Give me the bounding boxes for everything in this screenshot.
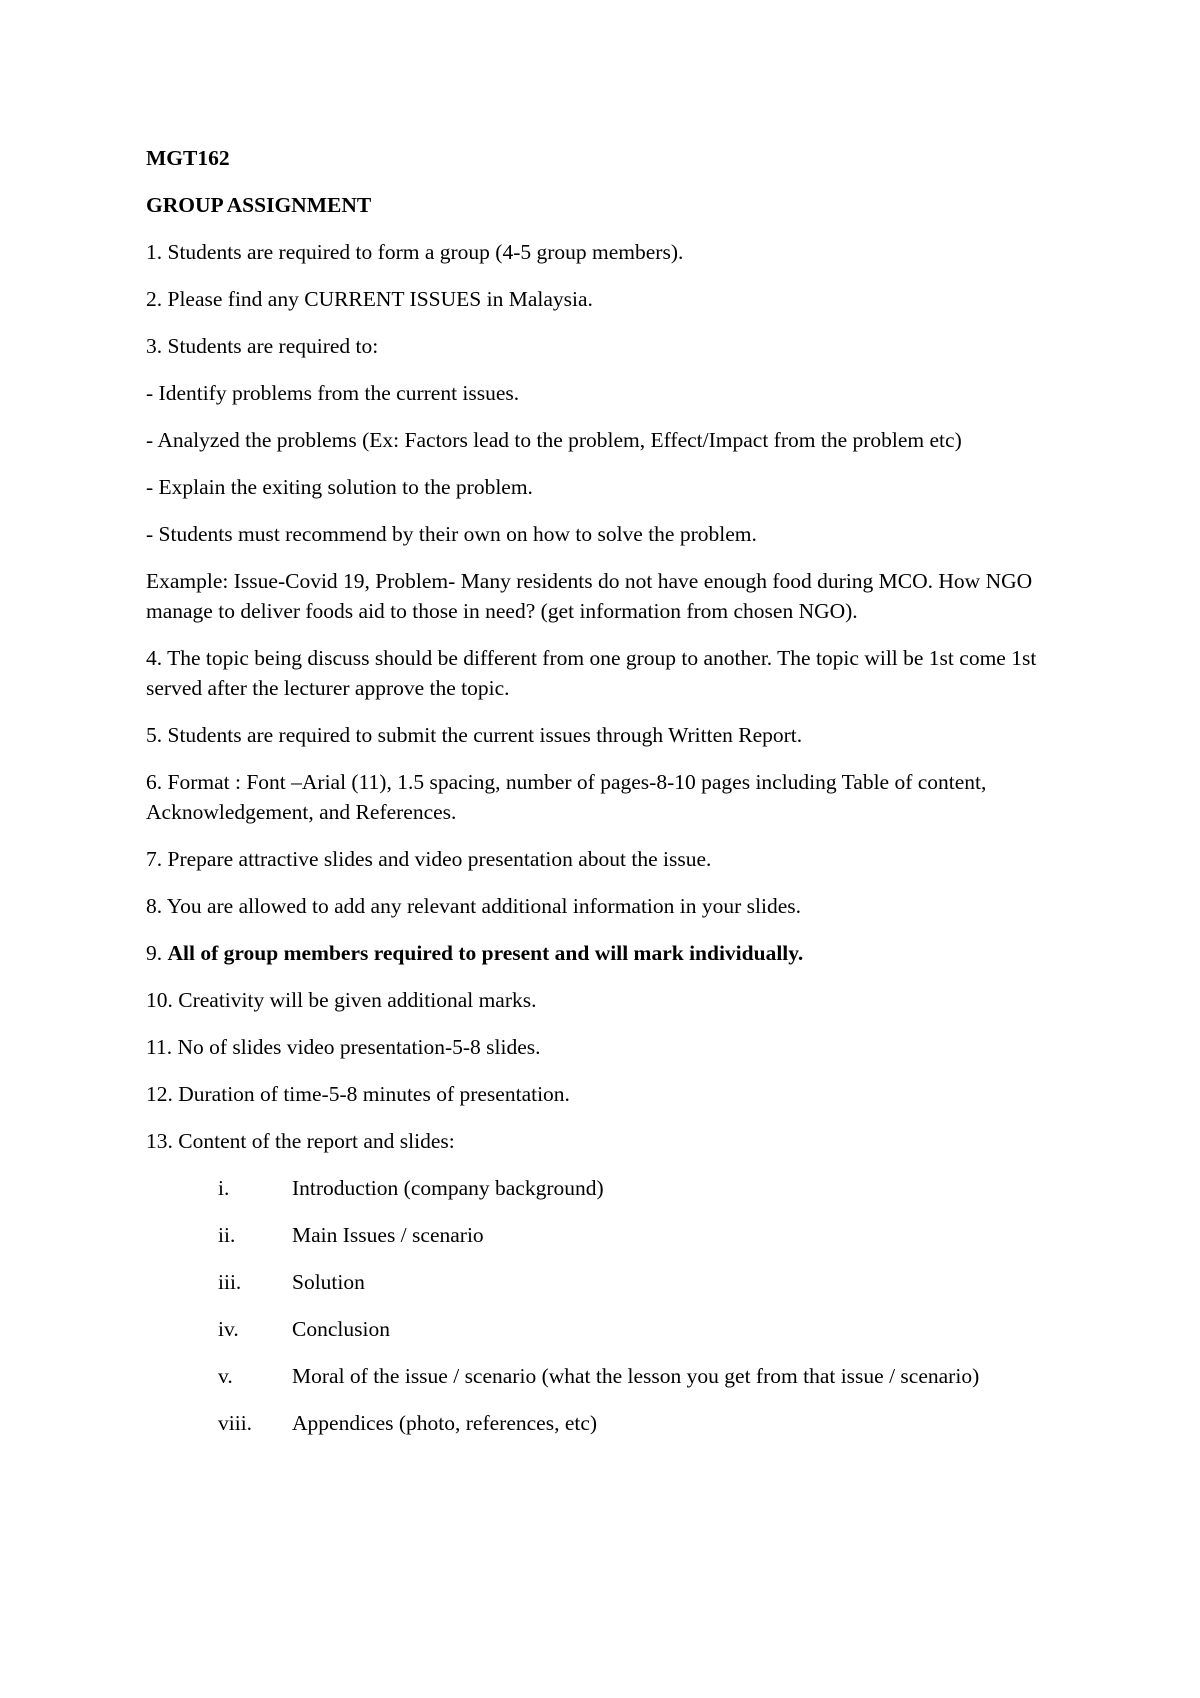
roman-numeral: i.	[218, 1176, 230, 1200]
bold-instruction: All of group members required to present and will mark individually.	[167, 941, 804, 965]
list-item: 3. Students are required to:	[146, 334, 379, 358]
list-item: 11. No of slides video presentation-5-8 slides.	[146, 1035, 541, 1059]
example-paragraph: Example: Issue-Covid 19, Problem- Many residents do not have enough food during MCO. How NGO manage to deliver foods aid to those in need? (get information from chosen NGO).	[146, 569, 1033, 623]
list-item: 8. You are allowed to add any relevant additional information in your slides.	[146, 894, 802, 918]
roman-numeral: iv.	[218, 1317, 239, 1341]
content-list-text: Introduction (company background)	[292, 1176, 604, 1200]
list-item: - Students must recommend by their own on how to solve the problem.	[146, 522, 757, 546]
content-list-text: Moral of the issue / scenario (what the lesson you get from that issue / scenario)	[292, 1364, 980, 1388]
content-list-item	[146, 1408, 1076, 1438]
page-title: GROUP ASSIGNMENT	[146, 193, 372, 217]
list-item-number: 9.	[146, 941, 168, 965]
document-body	[146, 143, 1076, 1455]
content-list-text: Main Issues / scenario	[292, 1223, 484, 1247]
list-item: 13. Content of the report and slides:	[146, 1129, 455, 1153]
content-list-item	[146, 1220, 1076, 1250]
list-item: 6. Format : Font –Arial (11), 1.5 spacing, number of pages-8-10 pages including Table of content, Acknowledgement, and References.	[146, 770, 987, 824]
course-code: MGT162	[146, 146, 230, 170]
list-item: 2. Please find any CURRENT ISSUES in Malaysia.	[146, 287, 593, 311]
list-item: 1. Students are required to form a group (4-5 group members).	[146, 240, 684, 264]
list-item-emphasis	[146, 938, 1076, 968]
list-item: - Explain the exiting solution to the problem.	[146, 475, 533, 499]
content-list-text: Appendices (photo, references, etc)	[292, 1411, 598, 1435]
roman-numeral: viii.	[218, 1411, 253, 1435]
list-item: 12. Duration of time-5-8 minutes of presentation.	[146, 1082, 570, 1106]
content-list-item	[146, 1173, 1076, 1203]
list-item: 10. Creativity will be given additional marks.	[146, 988, 537, 1012]
list-item: - Identify problems from the current issues.	[146, 381, 520, 405]
list-item: 5. Students are required to submit the current issues through Written Report.	[146, 723, 803, 747]
list-item: 7. Prepare attractive slides and video presentation about the issue.	[146, 847, 712, 871]
roman-numeral: ii.	[218, 1223, 236, 1247]
content-list-text: Conclusion	[292, 1317, 390, 1341]
list-item: 4. The topic being discuss should be different from one group to another. The topic will be 1st come 1st served after the lecturer approve the topic.	[146, 646, 1037, 700]
content-list-item	[146, 1267, 1076, 1297]
content-list-item	[146, 1314, 1076, 1344]
roman-numeral: iii.	[218, 1270, 242, 1294]
list-item: - Analyzed the problems (Ex: Factors lead to the problem, Effect/Impact from the problem etc)	[146, 428, 962, 452]
content-list-text: Solution	[292, 1270, 365, 1294]
content-list-item	[146, 1361, 1076, 1391]
roman-numeral: v.	[218, 1364, 233, 1388]
